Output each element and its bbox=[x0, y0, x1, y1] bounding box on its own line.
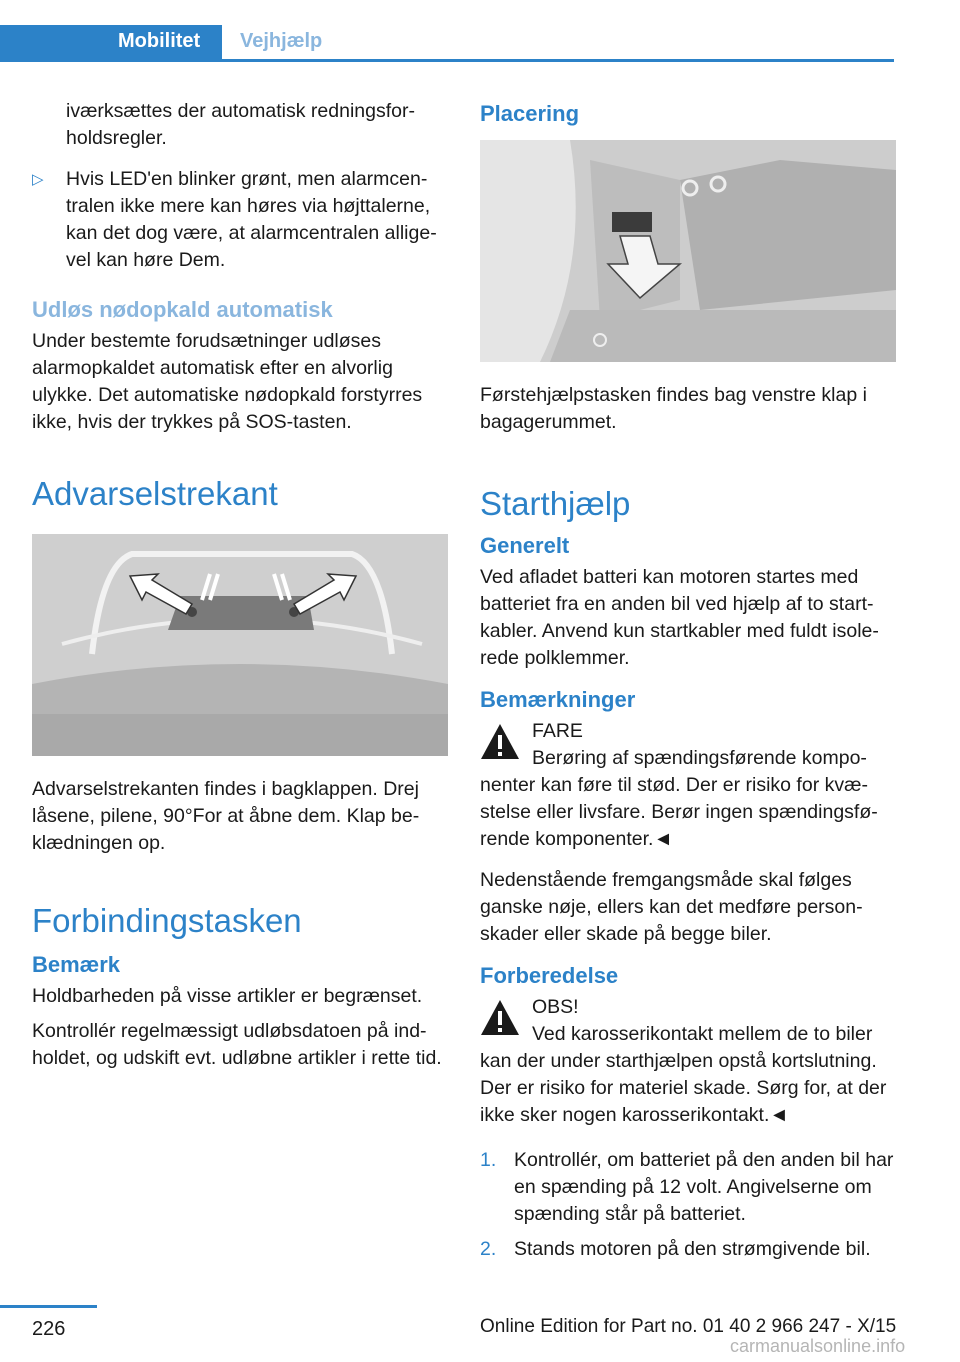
heading-preparation: Forberedelse bbox=[480, 963, 619, 988]
warning-text: Ved karosserikontakt mellem de to biler kan der under starthjælpen opstå kortslutning. Der er risiko for materiel skade. Sørg for, at der ikke sker nogen karosserikontakt.◄ bbox=[480, 1023, 887, 1126]
paragraph-warning-triangle: Advarselstrekanten findes i bagklappen. Drej låsene, pilene, 90°For at åbne dem. Klap be-klædningen op. bbox=[32, 778, 420, 854]
tab-vejhjaelp[interactable]: Vejhjælp bbox=[240, 30, 323, 52]
warning-title: OBS! bbox=[532, 996, 579, 1018]
heading-jump-start: Starthjælp bbox=[480, 485, 631, 522]
heading-note: Bemærk bbox=[32, 952, 121, 977]
warning-title: FARE bbox=[532, 720, 583, 742]
list-item bbox=[32, 166, 448, 274]
bullet-text: Hvis LED'en blinker grønt, men alarmcen-tralen ikke mere kan høres via højttalerne, kan det dog være, at alarmcentralen allige-vel kan høre Dem. bbox=[66, 168, 437, 271]
heading-remarks: Bemærkninger bbox=[480, 687, 636, 712]
step-text: Kontrollér, om batteriet på den anden bil har en spænding på 12 volt. Angivelserne om spænding står på batteriet. bbox=[514, 1149, 894, 1225]
warning-danger bbox=[480, 718, 896, 853]
warning-triangle-icon bbox=[480, 722, 520, 762]
paragraph-note-2: Kontrollér regelmæssigt udløbsdatoen på ind-holdet, og udskift evt. udløbne artikler i rette tid. bbox=[32, 1020, 442, 1069]
paragraph-general: Ved afladet batteri kan motoren startes med batteriet fra en anden bil ved hjælp af to start-kabler. Anvend kun startkabler med fuldt isole-rede polklemmer. bbox=[480, 566, 879, 669]
left-column bbox=[32, 98, 448, 1086]
header-rule bbox=[0, 59, 894, 62]
heading-warning-triangle: Advarselstrekant bbox=[32, 475, 278, 512]
step-text: Stands motoren på den strømgivende bil. bbox=[514, 1238, 871, 1260]
triangle-bullet-icon: ▷ bbox=[32, 171, 44, 188]
warning-text: Berøring af spændingsførende kompo-nenter kan føre til stød. Der er risiko for kvæ-stelse eller livsfare. Berør ingen spændingsfø-rende komponenter.◄ bbox=[480, 747, 878, 850]
warning-caution bbox=[480, 994, 896, 1129]
heading-auto-call: Udløs nødopkald automatisk bbox=[32, 297, 333, 322]
paragraph-procedure: Nedenstående fremgangsmåde skal følges ganske nøje, ellers kan det medføre person-skader eller skade på begge biler. bbox=[480, 869, 863, 945]
heading-placement: Placering bbox=[480, 101, 580, 126]
tab-mobilitet[interactable]: Mobilitet bbox=[0, 25, 222, 62]
list-number: 2. bbox=[480, 1238, 497, 1260]
figure-warning-triangle bbox=[32, 534, 448, 756]
list-item bbox=[480, 1147, 896, 1228]
continued-paragraph: iværksættes der automatisk redningsfor-holdsregler. bbox=[66, 100, 415, 149]
paragraph-placement: Førstehjælpstasken findes bag venstre klap i bagagerummet. bbox=[480, 384, 867, 433]
paragraph-note-1: Holdbarheden på visse artikler er begrænset. bbox=[32, 985, 423, 1007]
list-item bbox=[480, 1236, 896, 1263]
edition-text: Online Edition for Part no. 01 40 2 966 247 - X/15 bbox=[480, 1316, 897, 1337]
right-column bbox=[480, 98, 896, 1277]
header-tabs bbox=[0, 0, 894, 62]
heading-first-aid-kit: Forbindingstasken bbox=[32, 902, 302, 939]
footer-rule bbox=[0, 1305, 97, 1308]
page-number: 226 bbox=[32, 1318, 66, 1340]
warning-triangle-icon bbox=[480, 998, 520, 1038]
list-number: 1. bbox=[480, 1149, 497, 1171]
watermark: carmanualsonline.info bbox=[730, 1336, 906, 1356]
figure-first-aid-location bbox=[480, 140, 896, 362]
heading-general: Generelt bbox=[480, 533, 570, 558]
paragraph-auto-call: Under bestemte forudsætninger udløses alarmopkaldet automatisk efter en alvorlig ulykke. Det automatiske nødopkald forstyrres ikke, hvis der trykkes på SOS-tasten. bbox=[32, 330, 423, 433]
